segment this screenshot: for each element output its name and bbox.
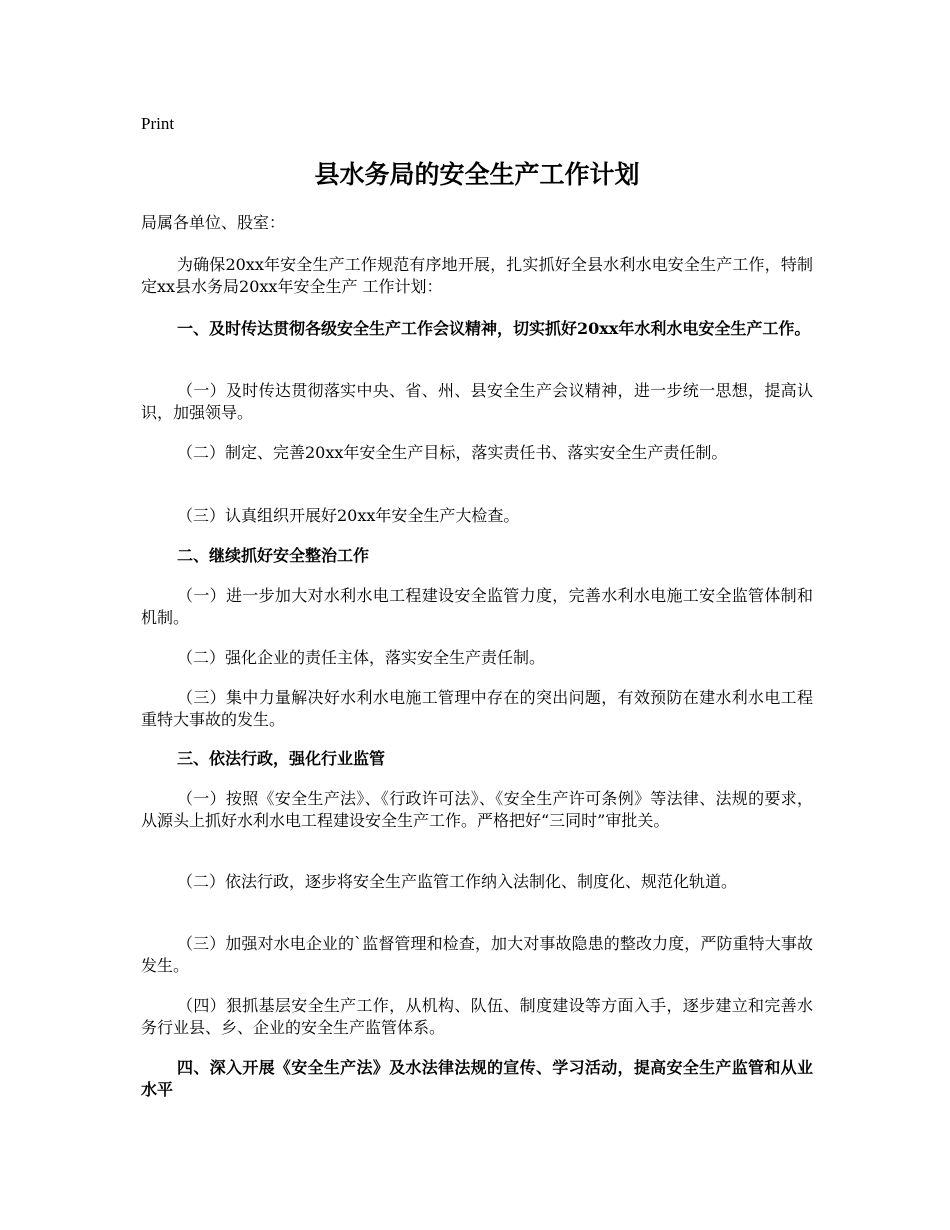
section-1-item-3: （三）认真组织开展好20xx年安全生产大检查。 <box>177 506 520 525</box>
page-title: 县水务局的安全生产工作计划 <box>314 160 640 189</box>
section-3-item-2: （二）依法行政，逐步将安全生产监管工作纳入法制化、制度化、规范化轨道。 <box>177 872 738 891</box>
section-1-item-2: （二）制定、完善20xx年安全生产目标，落实责任书、落实安全生产责任制。 <box>177 443 728 462</box>
intro-paragraph: 为确保20xx年安全生产工作规范有序地开展，扎实抓好全县水利水电安全生产工作，特制定xx县水务局20xx年安全生产 工作计划： <box>141 255 813 296</box>
salutation: 局属各单位、股室： <box>141 213 286 232</box>
section-2-item-2: （二）强化企业的责任主体，落实安全生产责任制。 <box>177 648 546 667</box>
section-4-heading: 四、深入开展《安全生产法》及水法律法规的宣传、学习活动，提高安全生产监管和从业水平 <box>141 1058 813 1099</box>
section-1-heading: 一、及时传达贯彻各级安全生产工作会议精神，切实抓好20xx年水利水电安全生产工作。 <box>177 319 811 338</box>
section-2-item-3: （三）集中力量解决好水利水电施工管理中存在的突出问题，有效预防在建水利水电工程重特大事故的发生。 <box>141 688 813 729</box>
section-3-heading: 三、依法行政，强化行业监管 <box>177 749 386 768</box>
section-2-item-1: （一）进一步加大对水利水电工程建设安全监管力度，完善水利水电施工安全监管体制和机制。 <box>141 586 813 627</box>
print-link[interactable]: Print <box>141 114 175 133</box>
section-1-item-1: （一）及时传达贯彻落实中央、省、州、县安全生产会议精神，进一步统一思想，提高认识，加强领导。 <box>141 381 813 422</box>
section-3-item-1: （一）按照《安全生产法》、《行政许可法》、《安全生产许可条例》等法律、法规的要求，从源头上抓好水利水电工程建设安全生产工作。严格把好“三同时”审批关。 <box>141 789 813 830</box>
section-3-item-3: （三）加强对水电企业的`监督管理和检查，加大对事故隐患的整改力度，严防重特大事故发生。 <box>141 934 813 975</box>
section-2-heading: 二、继续抓好安全整治工作 <box>177 546 370 565</box>
section-3-item-4: （四）狠抓基层安全生产工作，从机构、队伍、制度建设等方面入手，逐步建立和完善水务行业县、乡、企业的安全生产监管体系。 <box>141 996 813 1037</box>
